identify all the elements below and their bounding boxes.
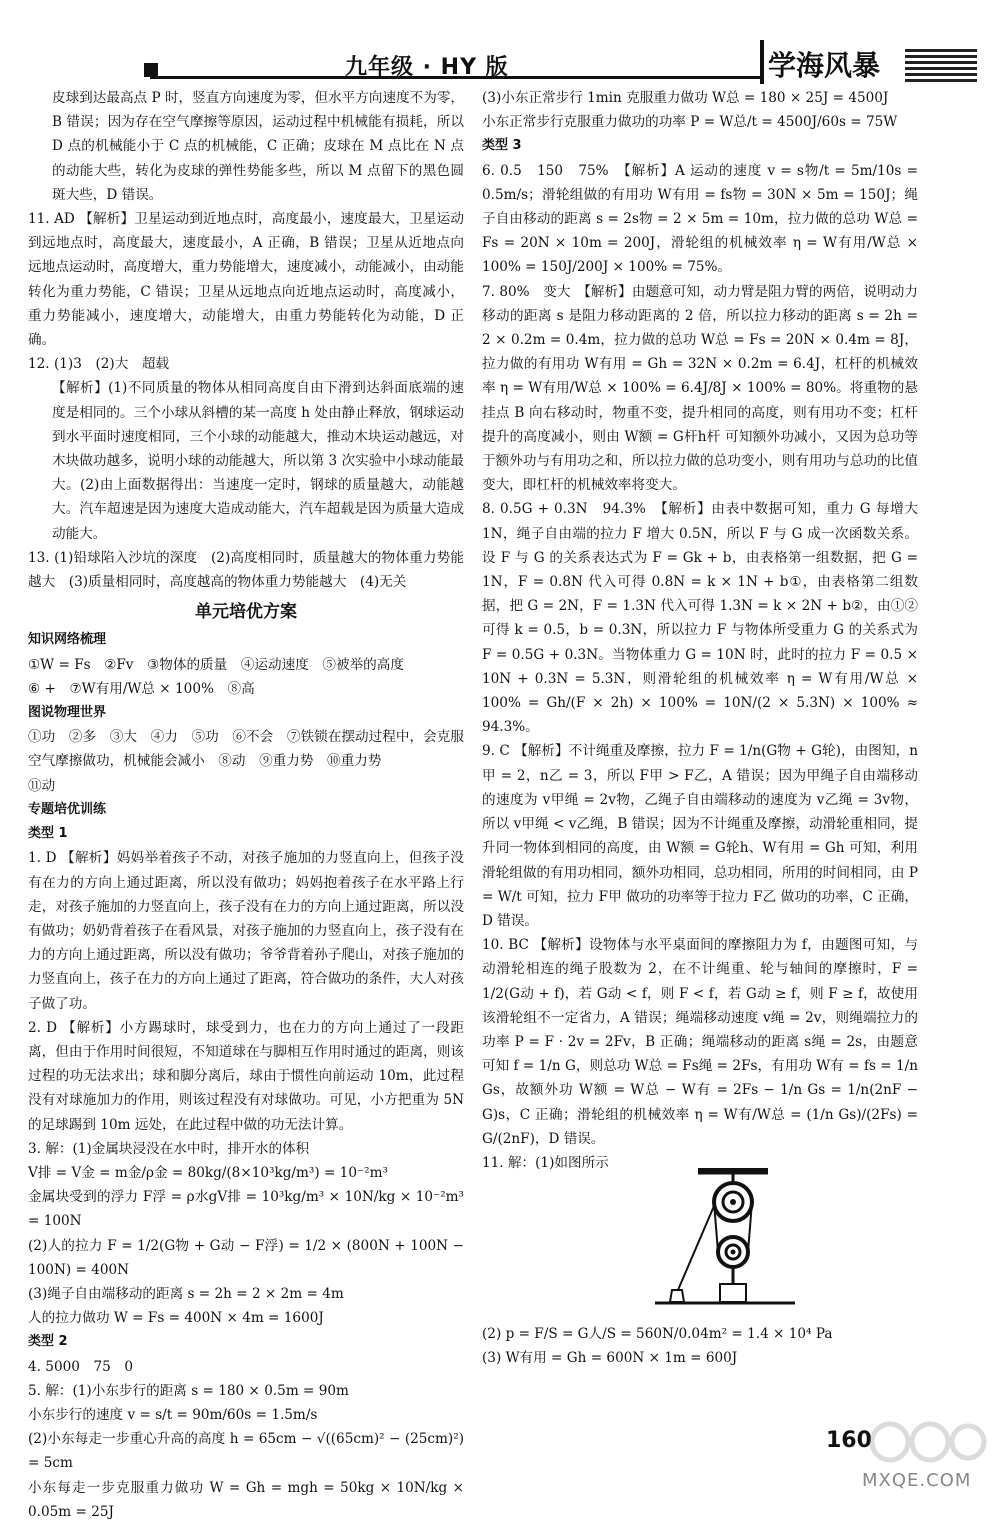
watermark-shape-3 xyxy=(952,1426,984,1458)
knowledge-line-2: ⑥ + ⑦W有用/W总 × 100% ⑧高 xyxy=(28,680,255,697)
section-title: 单元培优方案 xyxy=(195,602,297,623)
answer-12-analysis: 【解析】(1)不同质量的物体从相同高度自由下滑到达斜面底端的速度是相同的。三个小球从斜槽的某一高度 h 处由静止释放，钢球运动到水平面时速度相同，三个小球的动能越大，推动木块运动越远，对木块做功越多，说明小球的动能越大，所以第 3 次实验中小球动能最大。(2)由上面数据得出：当速度一定时，钢球的质量越大，动能越大。汽车超速是因为速度大造成动能大，汽车超载是因为质量大造成动能大。 xyxy=(52,380,464,542)
left-column xyxy=(28,86,464,1524)
answer-5-work: 小东每走一步克服重力做功 W = Gh = mgh = 50kg × 10N/kg × 0.05m = 25J xyxy=(28,1479,464,1520)
rope-pull xyxy=(678,1206,714,1290)
type-3-label: 类型 3 xyxy=(482,138,522,154)
weight-block xyxy=(720,1284,746,1302)
answer-6: 6. 0.5 150 75% 【解析】A 运动的速度 v = s物/t = 5m/10s = 0.5m/s；滑轮组做的有用功 W有用 = fs物 = 30N × 5m = 150J；绳子自由移动的距离 s = 2s物 = 2 × 5m = 10m，拉力做的总功 W总 = Fs = 20N × 10m = 200J，滑轮组的机械效率 η = W有用/W总 × 100% = 150J/200J × 100% = 75%。 xyxy=(482,162,918,276)
pictures-line-2: ⑪动 xyxy=(28,777,56,794)
answer-5: 5. 解：(1)小东步行的距离 s = 180 × 0.5m = 90m xyxy=(28,1382,349,1399)
answer-3-formula-2: 金属块受到的浮力 F浮 = ρ水gV排 = 10³kg/m³ × 10N/kg × 10⁻²m³ = 100N xyxy=(28,1189,464,1230)
answer-11-work: (3) W有用 = Gh = 600N × 1m = 600J xyxy=(482,1350,738,1367)
type-1-label: 类型 1 xyxy=(28,826,68,842)
brand-logo: 学海风暴 xyxy=(768,49,881,82)
pictures-line-1: ①功 ②多 ③大 ④力 ⑤功 ⑥不会 ⑦铁锁在摆动过程中，会克服空气摩擦做功，机械能会减小 ⑧动 ⑨重力势 ⑩重力势 xyxy=(28,729,464,770)
answer-12: 12. (1)3 (2)大 超载 xyxy=(28,356,170,373)
fixed-pulley-axle xyxy=(730,1199,736,1205)
answer-3: 3. 解：(1)金属块浸没在水中时，排开水的体积 xyxy=(28,1140,310,1157)
answer-5-speed: 小东步行的速度 v = s/t = 90m/60s = 1.5m/s xyxy=(28,1406,318,1423)
answer-8: 8. 0.5G + 0.3N 94.3% 【解析】由表中数据可知，重力 G 每增大 1N，绳子自由端的拉力 F 增大 0.5N，所以 F 与 G 成一次函数关系。设 F 与 G 的关系表达式为 F = Gk + b，由表格第一组数据，把 G = 1N，F = 0.8N 代入可得 0.8N = k × 1N + b①，由表格第二组数据，把 G = 2N，F = 1.3N 代入可得 1.3N = k × 2N + b②，由①②可得 k = 0.5，b = 0.3N，所以拉力 F 与物体所受重力 G 的关系式为 F = 0.5G + 0.3N。当物体重力 G = 10N 时，此时的拉力 F = 0.5 × 10N + 0.3N = 5.3N，则滑轮组的机械效率 η = W有用/W总 × 100% = Gh/(F × 2h) × 100% = 10N/(2 × 5.3N) × 100% ≈ 94.3%。 xyxy=(482,501,918,736)
movable-pulley-axle xyxy=(731,1250,736,1255)
subheading-knowledge: 知识网络梳理 xyxy=(28,632,107,648)
answer-2: 2. D 【解析】小方踢球时，球受到力，也在力的方向上通过了一段距离，但由于作用时间很短，不知道球在与脚相互作用时通过的距离，则该过程的功无法求出；球和脚分离后，球由于惯性向前运动 10m，此过程没有对球施加力的作用，则该过程没有对球做功。可见，小方把重为 5N 的足球踢到 10m 远处，在此过程中做的功无法计算。 xyxy=(28,1019,464,1133)
answer-13: 13. (1)铅球陷入沙坑的深度 (2)高度相同时，质量越大的物体重力势能越大 (3)质量相同时，高度越高的物体重力势能越大 (4)无关 xyxy=(28,549,464,591)
answer-11-pressure: (2) p = F/S = G人/S = 560N/0.04m² = 1.4 × 10⁴ Pa xyxy=(482,1326,833,1342)
knowledge-line-1: ①W = Fs ②Fv ③物体的质量 ④运动速度 ⑤被举的高度 xyxy=(28,656,404,673)
subheading-training: 专题培优训练 xyxy=(28,801,107,817)
header-marker xyxy=(144,63,158,77)
answer-9: 9. C 【解析】不计绳重及摩擦，拉力 F = 1/n(G物 + G轮)，由图知，n甲 = 2，n乙 = 3，所以 F甲 > F乙，A 错误；因为甲绳子自由端移动的速度为 v甲绳 = 2v物，乙绳子自由端移动的速度为 v乙绳 = 3v物，所以 v甲绳 < v乙绳，B 错误；因为不计绳重及摩擦，动滑轮重相同，提升同一物体到相同的高度，由 W额 = G轮h、W有用 = Gh 可知，利用滑轮组做的有用功相同，额外功相同，总功相同，所用的时间相同，由 P = W/t 可知，拉力 F甲 做功的功率等于拉力 F乙 做功的功率，C 正确，D 错误。 xyxy=(482,743,918,929)
answer-1: 1. D 【解析】妈妈举着孩子不动，对孩子施加的力竖直向上，但孩子没有在力的方向上通过距离，所以没有做功；妈妈抱着孩子在水平路上行走，对孩子施加的力竖直向上，孩子没有在力的方向上通过距离，所以没有做功；奶奶背着孩子在看风景，对孩子施加的力竖直向上，孩子没有在力的方向上通过距离，所以没有做功；爷爷背着孙子爬山，对孩子施加的力竖直向上，孩子在力的方向上通过了距离，符合做功的条件，大人对孩子做了功。 xyxy=(28,850,464,1012)
right-column xyxy=(482,86,918,1175)
answer-11: 11. AD 【解析】卫星运动到近地点时，高度最小，速度最大，卫星运动到远地点时，高度最大，速度最小，A 正确，B 错误；卫星从近地点向远地点运动时，高度增大，重力势能增大，速度减小，动能减小，由动能转化为重力势能，C 错误；卫星从远地点向近地点运动时，高度减小，重力势能减小，速度增大，动能增大，由重力势能转化为动能，D 正确。 xyxy=(28,211,464,349)
brand-stripes xyxy=(905,46,977,82)
subheading-pictures: 图说物理世界 xyxy=(28,705,107,721)
answer-3-formula-5: 人的拉力做功 W = Fs = 400N × 4m = 1600J xyxy=(28,1310,324,1327)
answer-11-solution: 11. 解：(1)如图所示 xyxy=(482,1154,609,1171)
ceiling-beam xyxy=(698,1168,768,1174)
brand-divider xyxy=(760,40,764,84)
answer-5-total-work: (3)小东正常步行 1min 克服重力做功 W总 = 180 × 25J = 4500J xyxy=(482,90,889,106)
type-2-label: 类型 2 xyxy=(28,1334,68,1350)
answer-5-height: (2)小东每走一步重心升高的高度 h = 65cm − √((65cm)² − (25cm)²) = 5cm xyxy=(28,1431,464,1472)
person-marker xyxy=(670,1290,684,1302)
page-number: 160 xyxy=(826,1428,872,1453)
answer-3-formula-3: (2)人的拉力 F = 1/2(G物 + G动 − F浮) = 1/2 × (800N + 100N − 100N) = 400N xyxy=(28,1237,464,1278)
answer-7: 7. 80% 变大 【解析】由题意可知，动力臂是阻力臂的两倍，说明动力移动的距离 s 是阻力移动距离的 2 倍，所以拉力移动的距离 s = 2h = 2 × 0.2m = 0.4m，拉力做的总功 W总 = Fs = 20N × 0.4m = 8J，拉力做的有用功 W有用 = Gh = 32N × 0.2m = 6.4J，杠杆的机械效率 η = W有用/W总 × 100% = 6.4J/8J × 100% = 80%。将重物的悬挂点 B 向右移动时，物重不变，提升相同的高度，则有用功不变；杠杆提升的高度减小，则由 W额 = G杆h杆 可知额外功减小，又因为总功等于额外功与有用功之和，所以拉力做的总功变小，则有用功与总功的比值变大，即杠杆的机械效率将变大。 xyxy=(482,283,918,494)
watermark-shape-2 xyxy=(912,1424,948,1460)
answer-10: 10. BC 【解析】设物体与水平桌面间的摩擦阻力为 f，由题图可知，与动滑轮相连的绳子股数为 2，在不计绳重、轮与轴间的摩擦时，F = 1/2(G动 + f)，若 G动 < f，则 F < f，若 G动 ≥ f，则 F ≥ f，故使用该滑轮组不一定省力，A 错误；绳端移动速度 v绳 = 2v，则绳端拉力的功率 P = F · 2v = 2Fv，B 正确；绳端移动的距离 s绳 = 2s，由题意可知 f = 1/n G，则总功 W总 = Fs绳 = 2Fs，有用功 W有 = fs = 1/n Gs，故额外功 W额 = W总 − W有 = 2Fs − 1/n Gs = 1/n(2nF − G)s，C 正确；滑轮组的机械效率 η = W有/W总 = (1/n Gs)/(2Fs) = G/(2nF)，D 错误。 xyxy=(482,937,918,1147)
answer-4: 4. 5000 75 0 xyxy=(28,1358,134,1375)
answer-3-formula-4: (3)绳子自由端移动的距离 s = 2h = 2 × 2m = 4m xyxy=(28,1285,344,1302)
header-title: 九年级 · HY 版 xyxy=(345,55,509,80)
right-column-bottom xyxy=(482,1322,918,1370)
watermark-shape-1 xyxy=(872,1424,908,1460)
watermark-text: MXQE.COM xyxy=(862,1470,972,1491)
answer-5-power: 小东正常步行克服重力做功的功率 P = W总/t = 4500J/60s = 75W xyxy=(482,114,898,131)
answer-3-formula-1: V排 = V金 = m金/ρ金 = 80kg/(8×10³kg/m³) = 10⁻²m³ xyxy=(28,1164,388,1181)
pulley-diagram xyxy=(650,1166,800,1314)
answer-paragraph: 皮球到达最高点 P 时，竖直方向速度为零，但水平方向速度不为零，B 错误；因为存在空气摩擦等原因，运动过程中机械能有损耗，所以 D 点的机械能小于 C 点的机械能，C 正确；皮球在 M 点比在 N 点的动能大些，转化为皮球的弹性势能多些，所以 M 点留下的黑色圆斑大些，D 错误。 xyxy=(52,90,465,203)
